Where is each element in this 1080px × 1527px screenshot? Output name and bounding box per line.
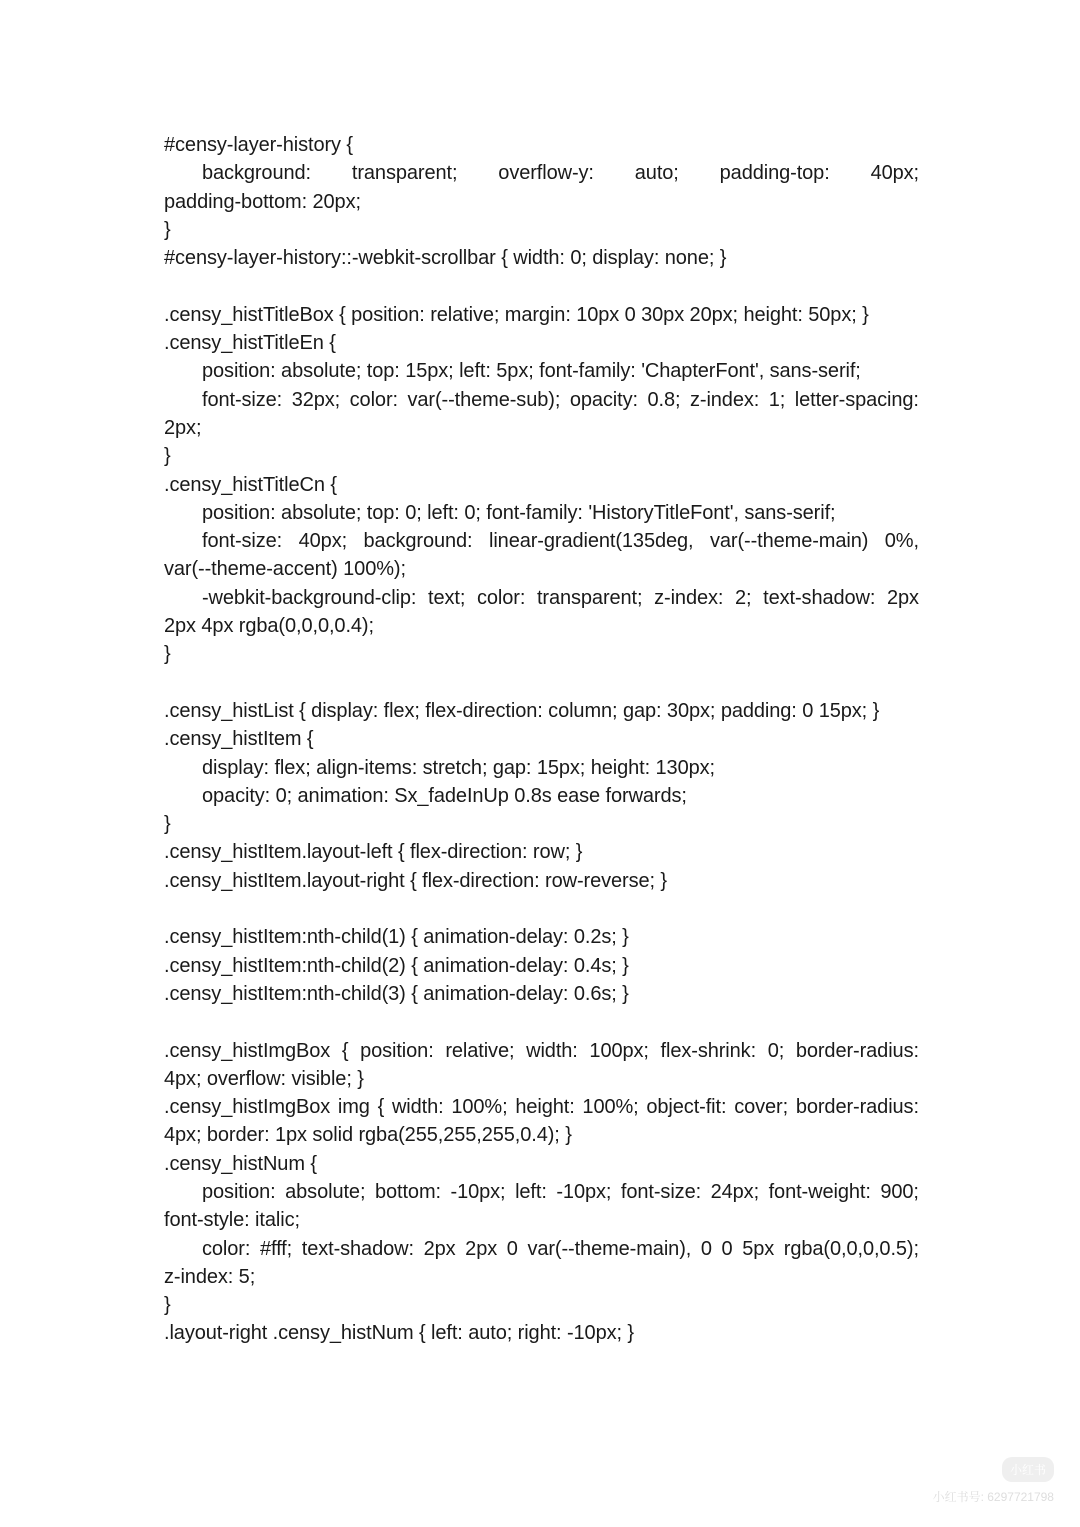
code-word: relative; (445, 1039, 515, 1062)
code-line: 2px; (164, 416, 202, 439)
code-word: var(--theme-main), (527, 1237, 692, 1260)
code-word: letter-spacing: (794, 388, 919, 411)
code-line: .censy_histTitleCn { (164, 473, 337, 496)
code-word: 0.8; (647, 388, 681, 411)
code-word: height: (515, 1096, 575, 1119)
code-word: width: (391, 1096, 444, 1119)
code-word: 100%; (582, 1096, 639, 1119)
code-word: 40px; (870, 162, 919, 185)
code-line: position: absolute; top: 0; left: 0; font-family: 'HistoryTitleFont', sans-serif; (202, 501, 836, 524)
code-word: 900; (880, 1180, 919, 1203)
code-word: absolute; (285, 1180, 366, 1203)
code-line: opacity: 0; animation: Sx_fadeInUp 0.8s ease forwards; (202, 784, 687, 807)
code-word: background: (363, 530, 473, 553)
code-word: transparent; (536, 586, 643, 609)
code-word: cover; (734, 1096, 789, 1119)
code-word: background: (202, 162, 311, 185)
code-line: var(--theme-accent) 100%); (164, 558, 406, 581)
code-word: overflow-y: (498, 162, 594, 185)
code-word: 0 (721, 1237, 733, 1260)
code-word: 40px; (298, 530, 348, 553)
code-word: 0%, (884, 530, 919, 553)
code-word: 24px; (710, 1180, 760, 1203)
code-word: 100%; (451, 1096, 508, 1119)
code-word: 100px; (589, 1039, 649, 1062)
code-line: 2px 4px rgba(0,0,0,0.4); (164, 615, 374, 638)
code-line: position: absolute; top: 15px; left: 5px; font-family: 'ChapterFont', sans-serif; (202, 360, 861, 383)
code-line: .censy_histTitleBox { position: relative; margin: 10px 0 30px 20px; height: 50px; } (164, 303, 869, 326)
code-line (164, 1037, 919, 1065)
code-word: color: (476, 586, 526, 609)
code-word: 0 (506, 1237, 518, 1260)
code-word: font-size: (202, 530, 283, 553)
code-word: 2px (887, 586, 919, 609)
code-word: { (377, 1096, 385, 1119)
code-line: font-style: italic; (164, 1209, 300, 1232)
code-word: opacity: (569, 388, 638, 411)
code-word: { (341, 1039, 349, 1062)
blank-line (164, 1008, 919, 1036)
code-line: z-index: 5; (164, 1265, 256, 1288)
code-line: 4px; overflow: visible; } (164, 1067, 364, 1090)
code-line: .censy_histTitleEn { (164, 332, 336, 355)
code-word: .censy_histImgBox (164, 1096, 331, 1119)
code-word: padding-top: (719, 162, 830, 185)
code-word: width: (526, 1039, 578, 1062)
code-line (164, 584, 919, 612)
code-line: padding-bottom: 20px; (164, 190, 361, 213)
blank-line (164, 895, 919, 923)
code-line: .censy_histItem:nth-child(2) { animation-delay: 0.4s; } (164, 954, 629, 977)
code-line: .censy_histList { display: flex; flex-direction: column; gap: 30px; padding: 0 15px; } (164, 699, 880, 722)
watermark-logo: 小红书 (1002, 1457, 1054, 1482)
code-word: color: (349, 388, 398, 411)
code-word: text-shadow: (763, 586, 876, 609)
code-word: var(--theme-main) (709, 530, 869, 553)
code-document (164, 131, 919, 1348)
blank-line (164, 669, 919, 697)
code-word: var(--theme-sub); (407, 388, 561, 411)
watermark (933, 1457, 1054, 1505)
watermark-id: 小红书号: 6297721798 (932, 1490, 1054, 1504)
code-line: #censy-layer-history::-webkit-scrollbar { width: 0; display: none; } (164, 247, 727, 270)
code-word: 2px (423, 1237, 456, 1260)
code-word: -webkit-background-clip: (202, 586, 417, 609)
code-word: -10px; (556, 1180, 612, 1203)
code-line (164, 386, 919, 414)
code-word: border-radius: (795, 1039, 919, 1062)
code-word: position: (360, 1039, 434, 1062)
code-line: } (164, 218, 171, 241)
code-word: border-radius: (795, 1096, 919, 1119)
code-line: } (164, 445, 171, 468)
code-word: font-size: (620, 1180, 702, 1203)
code-word: 0 (700, 1237, 712, 1260)
code-word: linear-gradient(135deg, (488, 530, 694, 553)
code-line (164, 1178, 919, 1206)
code-word: .censy_histImgBox (164, 1039, 331, 1062)
code-word: bottom: (374, 1180, 441, 1203)
code-word: 1; (768, 388, 786, 411)
code-word: text; (428, 586, 466, 609)
code-word: transparent; (351, 162, 458, 185)
code-line: .layout-right .censy_histNum { left: auto; right: -10px; } (164, 1322, 634, 1345)
code-line (164, 527, 919, 555)
code-line: } (164, 813, 171, 836)
code-line: } (164, 1294, 171, 1317)
blank-line (164, 272, 919, 300)
code-line: } (164, 643, 171, 666)
code-word: font-size: (202, 388, 283, 411)
code-line: .censy_histItem:nth-child(1) { animation-delay: 0.2s; } (164, 926, 629, 949)
code-word: text-shadow: (301, 1237, 414, 1260)
code-word: left: (515, 1180, 547, 1203)
code-line: .censy_histItem:nth-child(3) { animation-delay: 0.6s; } (164, 982, 629, 1005)
code-line: 4px; border: 1px solid rgba(255,255,255,0.4); } (164, 1124, 572, 1147)
code-word: 2px (465, 1237, 498, 1260)
code-word: z-index: (654, 586, 724, 609)
code-line: .censy_histItem.layout-left { flex-direction: row; } (164, 841, 583, 864)
code-word: object-fit: (646, 1096, 727, 1119)
code-word: 2; (735, 586, 752, 609)
code-line: .censy_histNum { (164, 1152, 317, 1175)
code-line (164, 1235, 919, 1263)
code-word: font-weight: (768, 1180, 871, 1203)
code-line: .censy_histItem { (164, 728, 314, 751)
code-word: img (337, 1096, 370, 1119)
code-word: flex-shrink: (660, 1039, 757, 1062)
code-line: .censy_histItem.layout-right { flex-direction: row-reverse; } (164, 869, 667, 892)
code-word: -10px; (450, 1180, 506, 1203)
code-word: auto; (634, 162, 679, 185)
code-line: #censy-layer-history { (164, 134, 353, 156)
code-word: #fff; (259, 1237, 293, 1260)
code-line (164, 159, 919, 187)
code-line: display: flex; align-items: stretch; gap: 15px; height: 130px; (202, 756, 715, 779)
code-word: 0; (767, 1039, 785, 1062)
code-word: rgba(0,0,0,0.5); (783, 1237, 919, 1260)
code-line (164, 1093, 919, 1121)
code-word: 32px; (291, 388, 341, 411)
code-word: 5px (742, 1237, 775, 1260)
code-word: color: (202, 1237, 251, 1260)
code-word: position: (202, 1180, 276, 1203)
code-word: z-index: (689, 388, 760, 411)
